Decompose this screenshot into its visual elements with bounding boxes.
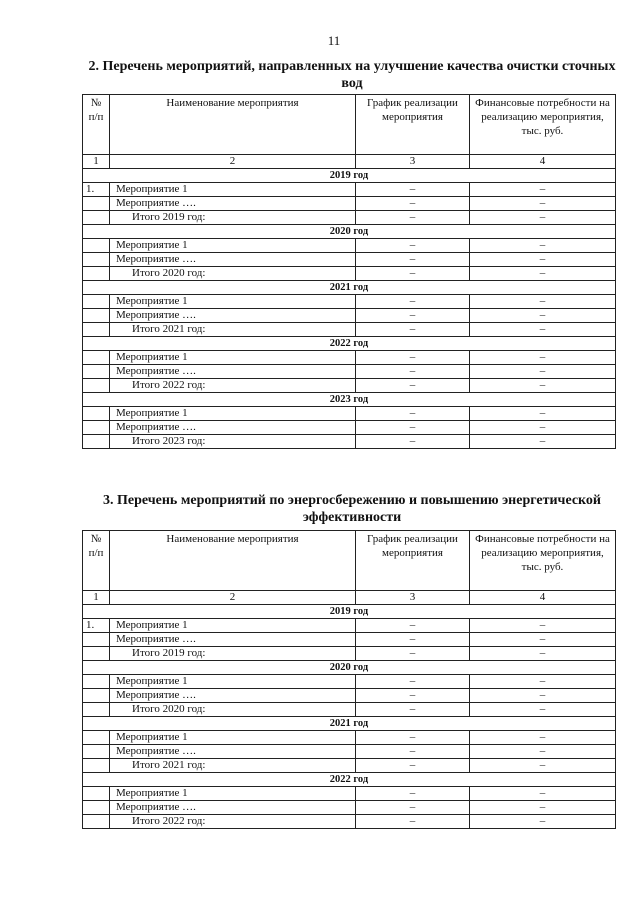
measure-name: Мероприятие …. xyxy=(110,309,356,323)
finance-value: – xyxy=(470,815,616,829)
table-row xyxy=(83,365,616,379)
finance-value: – xyxy=(470,197,616,211)
finance-value: – xyxy=(470,239,616,253)
section-title-wastewater: 2. Перечень мероприятий, направленных на улучшение качества очистки сточных вод xyxy=(88,59,616,91)
year-row xyxy=(83,605,616,619)
table-row xyxy=(83,619,616,633)
row-number xyxy=(83,689,110,703)
schedule-value: – xyxy=(356,239,470,253)
finance-value: – xyxy=(470,421,616,435)
finance-value: – xyxy=(470,801,616,815)
row-number xyxy=(83,309,110,323)
finance-value: – xyxy=(470,619,616,633)
total-label: Итого 2021 год: xyxy=(110,759,356,773)
table-row xyxy=(83,421,616,435)
measure-name: Мероприятие …. xyxy=(110,689,356,703)
measure-name: Мероприятие 1 xyxy=(110,239,356,253)
header-name: Наименование мероприятия xyxy=(110,95,356,155)
finance-value: – xyxy=(470,731,616,745)
year-label: 2020 год xyxy=(83,225,616,239)
row-number xyxy=(83,745,110,759)
total-row xyxy=(83,647,616,661)
row-number xyxy=(83,351,110,365)
page-number: 11 xyxy=(327,33,341,48)
year-label: 2019 год xyxy=(83,605,616,619)
schedule-value: – xyxy=(356,379,470,393)
column-number: 1 xyxy=(83,591,110,605)
measure-name: Мероприятие …. xyxy=(110,365,356,379)
row-number xyxy=(83,759,110,773)
schedule-value: – xyxy=(356,295,470,309)
column-number: 4 xyxy=(470,155,616,169)
year-label: 2019 год xyxy=(83,169,616,183)
measure-name: Мероприятие 1 xyxy=(110,619,356,633)
schedule-value: – xyxy=(356,365,470,379)
measure-name: Мероприятие 1 xyxy=(110,731,356,745)
row-number xyxy=(83,295,110,309)
schedule-value: – xyxy=(356,421,470,435)
table-row xyxy=(83,801,616,815)
table-row xyxy=(83,295,616,309)
schedule-value: – xyxy=(356,253,470,267)
total-row xyxy=(83,435,616,449)
finance-value: – xyxy=(470,379,616,393)
schedule-value: – xyxy=(356,815,470,829)
finance-value: – xyxy=(470,745,616,759)
row-number xyxy=(83,365,110,379)
column-number: 3 xyxy=(356,591,470,605)
year-label: 2021 год xyxy=(83,281,616,295)
table-header-row xyxy=(83,95,616,155)
measure-name: Мероприятие …. xyxy=(110,801,356,815)
schedule-value: – xyxy=(356,323,470,337)
table-row xyxy=(83,745,616,759)
schedule-value: – xyxy=(356,759,470,773)
table-row xyxy=(83,183,616,197)
year-label: 2022 год xyxy=(83,337,616,351)
column-number: 1 xyxy=(83,155,110,169)
row-number xyxy=(83,421,110,435)
total-label: Итого 2023 год: xyxy=(110,435,356,449)
measure-name: Мероприятие …. xyxy=(110,745,356,759)
total-label: Итого 2019 год: xyxy=(110,211,356,225)
finance-value: – xyxy=(470,647,616,661)
finance-value: – xyxy=(470,633,616,647)
year-row xyxy=(83,717,616,731)
finance-value: – xyxy=(470,323,616,337)
year-row xyxy=(83,337,616,351)
schedule-value: – xyxy=(356,267,470,281)
finance-value: – xyxy=(470,407,616,421)
finance-value: – xyxy=(470,435,616,449)
schedule-value: – xyxy=(356,731,470,745)
row-number xyxy=(83,435,110,449)
total-label: Итого 2020 год: xyxy=(110,703,356,717)
schedule-value: – xyxy=(356,183,470,197)
row-number xyxy=(83,323,110,337)
row-number: 1. xyxy=(83,183,110,197)
schedule-value: – xyxy=(356,787,470,801)
finance-value: – xyxy=(470,675,616,689)
table-row xyxy=(83,239,616,253)
header-finance: Финансовые потребности на реализацию мероприятия, тыс. руб. xyxy=(470,531,616,591)
schedule-value: – xyxy=(356,675,470,689)
finance-value: – xyxy=(470,365,616,379)
header-name: Наименование мероприятия xyxy=(110,531,356,591)
year-row xyxy=(83,281,616,295)
total-row xyxy=(83,703,616,717)
table-header-row xyxy=(83,531,616,591)
total-row xyxy=(83,211,616,225)
schedule-value: – xyxy=(356,309,470,323)
finance-value: – xyxy=(470,309,616,323)
schedule-value: – xyxy=(356,197,470,211)
column-number: 4 xyxy=(470,591,616,605)
year-row xyxy=(83,225,616,239)
row-number xyxy=(83,379,110,393)
row-number xyxy=(83,239,110,253)
schedule-value: – xyxy=(356,745,470,759)
header-schedule: График реализации мероприятия xyxy=(356,95,470,155)
table-row xyxy=(83,633,616,647)
schedule-value: – xyxy=(356,211,470,225)
schedule-value: – xyxy=(356,407,470,421)
finance-value: – xyxy=(470,689,616,703)
total-row xyxy=(83,815,616,829)
finance-value: – xyxy=(470,703,616,717)
row-number xyxy=(83,407,110,421)
total-row xyxy=(83,379,616,393)
measure-name: Мероприятие …. xyxy=(110,633,356,647)
row-number: 1. xyxy=(83,619,110,633)
schedule-value: – xyxy=(356,647,470,661)
finance-value: – xyxy=(470,253,616,267)
row-number xyxy=(83,267,110,281)
total-row xyxy=(83,267,616,281)
total-label: Итого 2020 год: xyxy=(110,267,356,281)
year-label: 2020 год xyxy=(83,661,616,675)
total-label: Итого 2021 год: xyxy=(110,323,356,337)
schedule-value: – xyxy=(356,633,470,647)
finance-value: – xyxy=(470,211,616,225)
schedule-value: – xyxy=(356,351,470,365)
year-label: 2021 год xyxy=(83,717,616,731)
header-schedule: График реализации мероприятия xyxy=(356,531,470,591)
schedule-value: – xyxy=(356,619,470,633)
measure-name: Мероприятие 1 xyxy=(110,675,356,689)
table-row xyxy=(83,731,616,745)
row-number xyxy=(83,633,110,647)
measure-name: Мероприятие 1 xyxy=(110,787,356,801)
measure-name: Мероприятие 1 xyxy=(110,407,356,421)
row-number xyxy=(83,647,110,661)
row-number xyxy=(83,703,110,717)
schedule-value: – xyxy=(356,435,470,449)
total-row xyxy=(83,759,616,773)
measure-name: Мероприятие …. xyxy=(110,421,356,435)
measure-name: Мероприятие …. xyxy=(110,253,356,267)
year-label: 2022 год xyxy=(83,773,616,787)
schedule-value: – xyxy=(356,703,470,717)
wastewater-measures-table xyxy=(82,94,616,449)
header-finance: Финансовые потребности на реализацию мероприятия, тыс. руб. xyxy=(470,95,616,155)
finance-value: – xyxy=(470,267,616,281)
year-row xyxy=(83,169,616,183)
table-row xyxy=(83,197,616,211)
measure-name: Мероприятие 1 xyxy=(110,295,356,309)
table-row xyxy=(83,407,616,421)
header-num: № п/п xyxy=(83,95,110,155)
row-number xyxy=(83,197,110,211)
section-title-energy-efficiency: 3. Перечень мероприятий по энергосбережению и повышению энергетической эффективности xyxy=(102,493,602,525)
table-row xyxy=(83,689,616,703)
table-row xyxy=(83,787,616,801)
finance-value: – xyxy=(470,759,616,773)
column-number: 3 xyxy=(356,155,470,169)
table-row xyxy=(83,351,616,365)
total-row xyxy=(83,323,616,337)
year-row xyxy=(83,393,616,407)
year-row xyxy=(83,661,616,675)
column-number: 2 xyxy=(110,591,356,605)
finance-value: – xyxy=(470,183,616,197)
measure-name: Мероприятие 1 xyxy=(110,351,356,365)
row-number xyxy=(83,211,110,225)
total-label: Итого 2022 год: xyxy=(110,379,356,393)
table-row xyxy=(83,253,616,267)
measure-name: Мероприятие …. xyxy=(110,197,356,211)
finance-value: – xyxy=(470,295,616,309)
schedule-value: – xyxy=(356,689,470,703)
energy-efficiency-measures-table xyxy=(82,530,616,829)
total-label: Итого 2022 год: xyxy=(110,815,356,829)
row-number xyxy=(83,801,110,815)
row-number xyxy=(83,815,110,829)
column-number-row xyxy=(83,591,616,605)
measure-name: Мероприятие 1 xyxy=(110,183,356,197)
row-number xyxy=(83,731,110,745)
header-num: № п/п xyxy=(83,531,110,591)
row-number xyxy=(83,787,110,801)
row-number xyxy=(83,253,110,267)
schedule-value: – xyxy=(356,801,470,815)
finance-value: – xyxy=(470,351,616,365)
table-row xyxy=(83,675,616,689)
year-row xyxy=(83,773,616,787)
total-label: Итого 2019 год: xyxy=(110,647,356,661)
year-label: 2023 год xyxy=(83,393,616,407)
row-number xyxy=(83,675,110,689)
finance-value: – xyxy=(470,787,616,801)
column-number-row xyxy=(83,155,616,169)
table-row xyxy=(83,309,616,323)
column-number: 2 xyxy=(110,155,356,169)
